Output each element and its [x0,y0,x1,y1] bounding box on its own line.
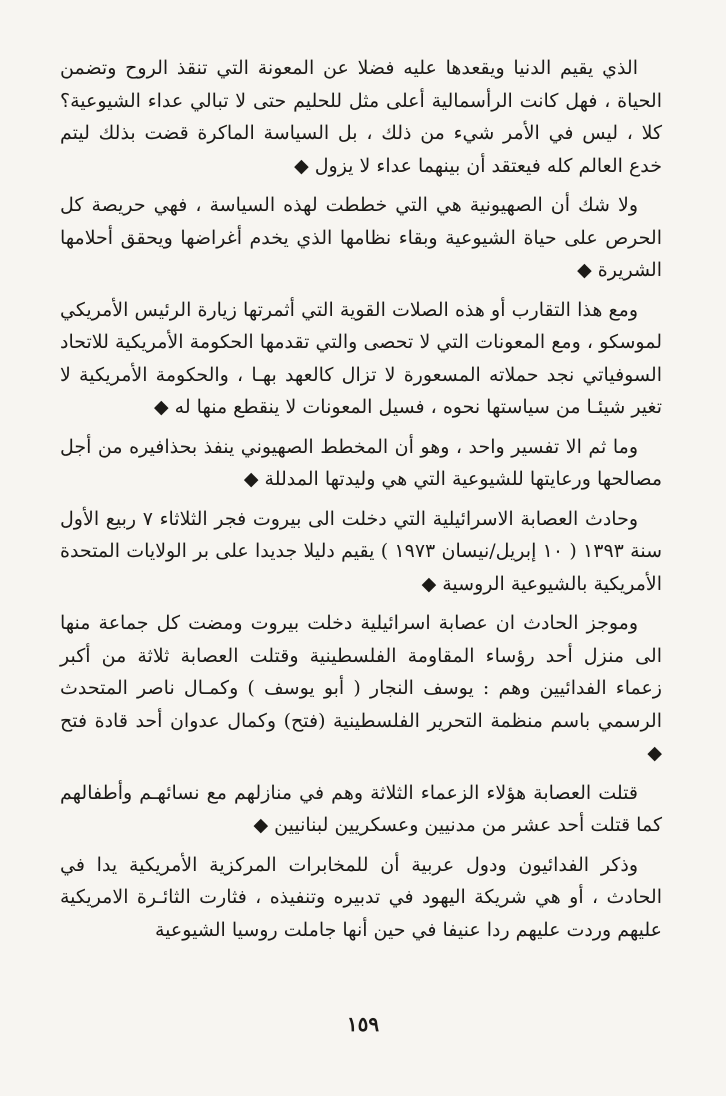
paragraph-4: وما ثم الا تفسير واحد ، وهو أن المخطط الصهيوني ينفذ بحذافيره من أجل مصالحها ورعايتها للشيوعية التي هي وليدتها المدللة ◆ [60,435,662,490]
paragraph-8: وذكر الفدائيون ودول عربية أن للمخابرات المركزية الأمريكية يدا في الحادث ، أو هي شريكة اليهود في تدبيره وتنفيذه ، فثارت الثائـرة الامريكية عليهم وردت عليهم ردا عنيفا في حين أنها جاملت روسيا الشيوعية [60,853,662,941]
paragraph-5: وحادث العصابة الاسرائيلية التي دخلت الى بيروت فجر الثلاثاء ٧ ربيع الأول سنة ١٣٩٣ ( ١٠ إبريل/نيسان ١٩٧٣ ) يقيم دليلا جديدا على بر الولايات المتحدة الأمريكية بالشيوعية الروسية ◆ [60,507,662,595]
page-body [60,52,662,946]
paragraph-3: ومع هذا التقارب أو هذه الصلات القوية التي أثمرتها زيارة الرئيس الأمريكي لموسكو ، ومع المعونات التي لا تحصى والتي تقدمها الحكومة الأمريكية للاتحاد السوفياتي نجد حملاته المسعورة لا تزال كالعهد بهـا ، والحكومة الأمريكية لا تغير شيئـا من سياستها نحوه ، فسيل المعونات لا ينقطع منها له ◆ [60,298,662,418]
paragraph-2: ولا شك أن الصهيونية هي التي خططت لهذه السياسة ، فهي حريصة كل الحرص على حياة الشيوعية وبقاء نظامها الذي يخدم أغراضها ويحقق أحلامها الشريرة ◆ [60,194,662,281]
paragraph-1: الذي يقيم الدنيا ويقعدها عليه فضلا عن المعونة التي تنقذ الروح وتضمن الحياة ، فهل كانت الرأسمالية أعلى مثل للحليم حتى لا تبالي عداء الشيوعية؟ كلا ، ليس في الأمر شيء من ذلك ، بل السياسة الماكرة قضت بذلك ليتم خدع العالم كله فيعتقد أن بينهما عداء لا يزول ◆ [60,57,662,177]
page-number: ١٥٩ [346,1012,380,1036]
paragraph-6: وموجز الحادث ان عصابة اسرائيلية دخلت بيروت ومضت كل جماعة منها الى منزل أحد رؤساء المقاومة الفلسطينية وقتلت العصابة ثلاثة من أكبر زعماء الفدائيين وهم : يوسف النجار ( أبو يوسف ) وكمـال ناصر المتحدث الرسمي باسم منظمة التحرير الفلسطينية (فتح) وكمال عدوان أحد قادة فتح ◆ [60,612,662,764]
paragraph-7: قتلت العصابة هؤلاء الزعماء الثلاثة وهم في منازلهم مع نسائهـم وأطفالهم كما قتلت أحد عشر من مدنيين وعسكريين لبنانيين ◆ [60,781,662,836]
